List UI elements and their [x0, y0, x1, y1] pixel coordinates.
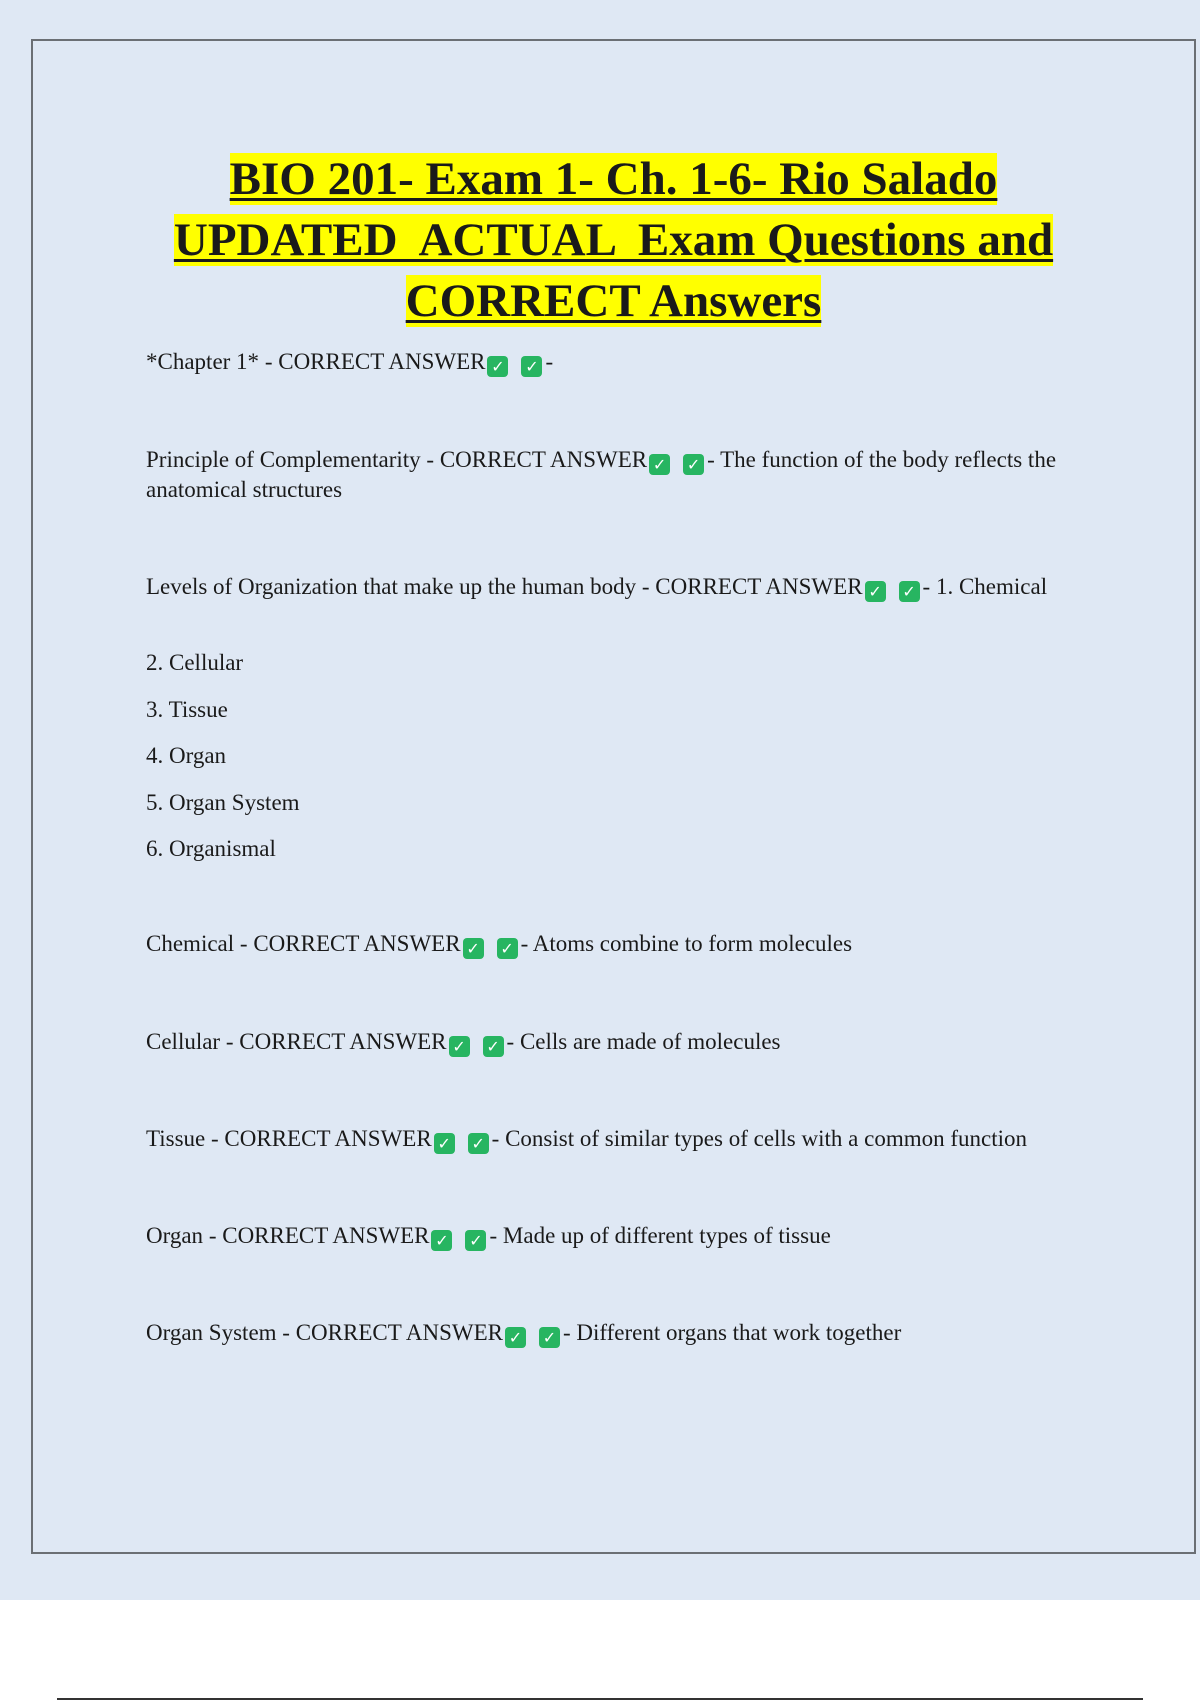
check-mark-icon: ✓: [899, 581, 920, 602]
check-mark-icon: ✓: [431, 1230, 452, 1251]
entry-term: Chemical: [146, 931, 235, 956]
title-line-2: UPDATED ACTUAL Exam Questions and: [173, 214, 1054, 266]
levels-list-item: 3. Tissue: [146, 697, 228, 722]
check-mark-icon: ✓: [463, 938, 484, 959]
qa-entry: Levels of Organization that make up the human body - CORRECT ANSWER ✓ ✓ - 1. Chemical: [146, 574, 1048, 601]
check-mark-icon: ✓: [539, 1327, 560, 1348]
answer-marker: CORRECT ANSWER: [224, 1126, 432, 1151]
qa-entry: Chemical - CORRECT ANSWER ✓ ✓ - Atoms combine to form molecules: [146, 931, 853, 958]
answer-marker: CORRECT ANSWER: [239, 1029, 447, 1054]
answer-marker: CORRECT ANSWER: [295, 1320, 503, 1345]
check-mark-icon: ✓: [521, 356, 542, 377]
qa-entry: Principle of Complementarity - CORRECT ANSWER ✓ ✓ - The function of the body reflects the anatomical structures: [146, 447, 1057, 502]
levels-list-item: 4. Organ: [146, 743, 227, 768]
document-page: [31, 39, 1196, 1554]
entry-term: Tissue: [146, 1126, 206, 1151]
entry-answer: Made up of different types of tissue: [502, 1223, 831, 1248]
entry-term: Levels of Organization that make up the human body: [146, 574, 637, 599]
entry-answer: Cells are made of molecules: [519, 1029, 781, 1054]
check-mark-icon: ✓: [465, 1230, 486, 1251]
check-mark-icon: ✓: [449, 1036, 470, 1057]
check-mark-icon: ✓: [434, 1133, 455, 1154]
levels-list-item: 2. Cellular: [146, 650, 244, 675]
title-line-1: BIO 201- Exam 1- Ch. 1-6- Rio Salado: [229, 153, 998, 205]
entry-term: Organ System: [146, 1320, 277, 1345]
entry-answer: 1. Chemical: [935, 574, 1048, 599]
check-mark-icon: ✓: [468, 1133, 489, 1154]
levels-list-item: 6. Organismal: [146, 836, 276, 861]
entry-term: Principle of Complementarity: [146, 447, 421, 472]
check-mark-icon: ✓: [497, 938, 518, 959]
answer-marker: CORRECT ANSWER: [655, 574, 863, 599]
entry-term: *Chapter 1*: [146, 349, 260, 374]
answer-marker: CORRECT ANSWER: [278, 349, 486, 374]
entry-term: Cellular: [146, 1029, 221, 1054]
check-mark-icon: ✓: [505, 1327, 526, 1348]
check-mark-icon: ✓: [683, 454, 704, 475]
qa-entry: Organ System - CORRECT ANSWER ✓ ✓ - Different organs that work together: [146, 1320, 902, 1347]
entry-term: Organ: [146, 1223, 204, 1248]
qa-entry: Tissue - CORRECT ANSWER ✓ ✓ - Consist of similar types of cells with a common function: [146, 1126, 1027, 1153]
entry-answer: Atoms combine to form molecules: [532, 931, 853, 956]
entry-answer: Different organs that work together: [576, 1320, 902, 1345]
document-title: [33, 149, 1194, 332]
qa-entry: Organ - CORRECT ANSWER ✓ ✓ - Made up of different types of tissue: [146, 1223, 831, 1250]
qa-entry: *Chapter 1* - CORRECT ANSWER ✓ ✓ -: [146, 349, 554, 376]
check-mark-icon: ✓: [483, 1036, 504, 1057]
answer-marker: CORRECT ANSWER: [222, 1223, 430, 1248]
title-line-3: CORRECT Answers: [405, 275, 822, 327]
entry-answer: Consist of similar types of cells with a common function: [505, 1126, 1027, 1151]
check-mark-icon: ✓: [649, 454, 670, 475]
levels-list-item: 5. Organ System: [146, 790, 300, 815]
check-mark-icon: ✓: [865, 581, 886, 602]
answer-marker: CORRECT ANSWER: [253, 931, 461, 956]
answer-marker: CORRECT ANSWER: [439, 447, 648, 472]
entry-answer: The function of the body reflects the anatomical structures: [146, 447, 1057, 502]
qa-entry: Cellular - CORRECT ANSWER ✓ ✓ - Cells are made of molecules: [146, 1029, 781, 1056]
check-mark-icon: ✓: [487, 356, 508, 377]
